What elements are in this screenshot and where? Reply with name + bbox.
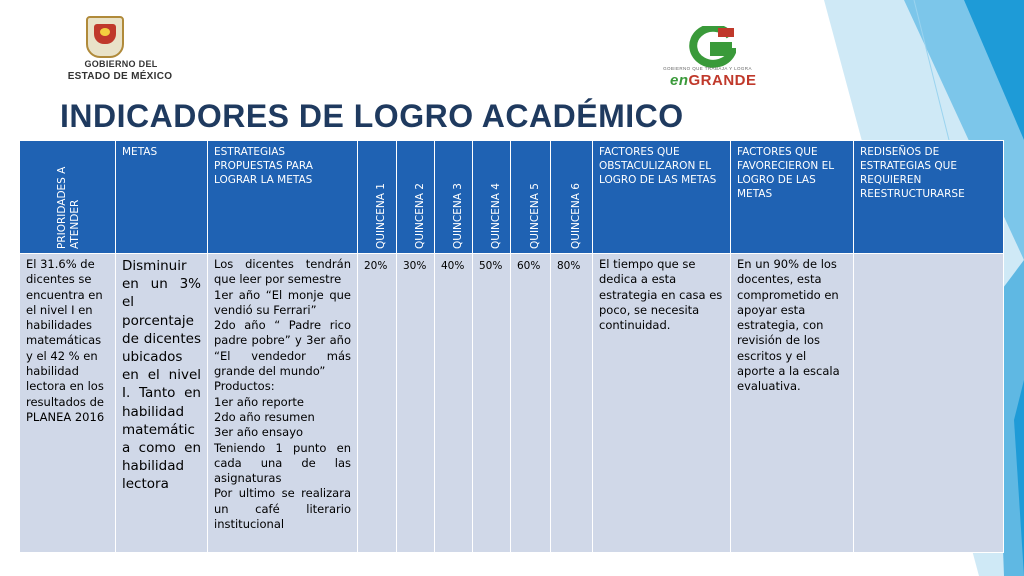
header-quincena-2	[397, 141, 435, 254]
header-quincena-4-label: QUINCENA 4	[489, 183, 502, 249]
gobierno-estado-mexico-logo	[40, 14, 173, 84]
header-quincena-1	[358, 141, 397, 254]
estrategia-line: 1er año reporte	[214, 394, 305, 409]
header-quincena-6	[551, 141, 593, 254]
cell-metas: Disminuir en un 3% el porcentaje de dicentes ubicados en el nivel I. Tanto en habilidad matemátic a como en habilidad lectora	[116, 254, 208, 553]
logo-wordmark-en: en	[670, 72, 689, 89]
header-prioridades-label: PRIORIDADES A ATENDER	[55, 166, 81, 249]
indicators-table	[19, 140, 1004, 553]
header-quincena-6-label: QUINCENA 6	[569, 183, 582, 249]
header-quincena-1-label: QUINCENA 1	[375, 183, 387, 249]
header-quincena-2-label: QUINCENA 2	[413, 183, 426, 249]
header-prioridades	[20, 141, 116, 254]
estrategia-line: Los dicentes tendrán que leer por semestre	[214, 257, 351, 287]
table-header-row	[20, 141, 1004, 254]
logo-wordmark	[670, 72, 757, 89]
logo-tagline: GOBIERNO QUE TRABAJA Y LOGRA	[663, 66, 752, 71]
header-quincena-5-label: QUINCENA 5	[528, 183, 541, 249]
cell-obstaculizaron: El tiempo que se dedica a esta estrategia en casa es poco, se necesita continuidad.	[593, 254, 731, 553]
page-title: INDICADORES DE LOGRO ACADÉMICO	[60, 98, 684, 134]
estrategia-line: Productos:	[214, 379, 275, 394]
cell-quincena-3: 40%	[435, 254, 473, 553]
estrategia-line: 3er año ensayo	[214, 425, 304, 440]
gov-logo-line1: GOBIERNO DEL	[84, 59, 158, 69]
coat-of-arms-icon	[86, 16, 124, 58]
gov-logo-line2: ESTADO DE MÉXICO	[67, 71, 173, 82]
header-favorecieron: FACTORES QUE FAVORECIERON EL LOGRO DE LAS METAS	[731, 141, 854, 254]
header-quincena-4	[473, 141, 511, 254]
estrategia-line: 1er año “El monje que vendió su Ferrari”	[214, 287, 351, 317]
header-obstaculizaron: FACTORES QUE OBSTACULIZARON EL LOGRO DE LAS METAS	[593, 141, 731, 254]
cell-quincena-5: 60%	[511, 254, 551, 553]
header-quincena-3	[435, 141, 473, 254]
cell-estrategias	[208, 254, 358, 553]
cell-quincena-4: 50%	[473, 254, 511, 553]
table-row	[20, 254, 1004, 553]
estrategia-line: Por ultimo se realizara un café literario institucional	[214, 486, 351, 532]
cell-redisenos	[854, 254, 1004, 553]
estrategia-line: 2do año resumen	[214, 409, 315, 424]
g-letter-icon	[688, 26, 736, 70]
cell-quincena-2: 30%	[397, 254, 435, 553]
engrande-logo	[650, 26, 765, 96]
cell-prioridades: El 31.6% de dicentes se encuentra en el nivel I en habilidades matemáticas y el 42 % en habilidad lectora en los resultados de PLANEA 2016	[20, 254, 116, 553]
estrategia-line: 2do año “ Padre rico padre pobre” y 3er año “El vendedor más grande del mundo”	[214, 318, 351, 379]
header-quincena-5	[511, 141, 551, 254]
cell-favorecieron: En un 90% de los docentes, esta comprometido en apoyar esta estrategia, con revisión de los escritos y el aporte a la escala evaluativa.	[731, 254, 854, 553]
cell-quincena-1: 20%	[358, 254, 397, 553]
estrategia-line: Teniendo 1 punto en cada una de las asignaturas	[214, 440, 351, 486]
header-redisenos: REDISEÑOS DE ESTRATEGIAS QUE REQUIEREN REESTRUCTURARSE	[854, 141, 1004, 254]
logo-wordmark-grande: GRANDE	[688, 72, 757, 89]
header-estrategias: ESTRATEGIAS PROPUESTAS PARA LOGRAR LA METAS	[208, 141, 358, 254]
header-metas: METAS	[116, 141, 208, 254]
cell-quincena-6: 80%	[551, 254, 593, 553]
header-quincena-3-label: QUINCENA 3	[451, 183, 464, 249]
